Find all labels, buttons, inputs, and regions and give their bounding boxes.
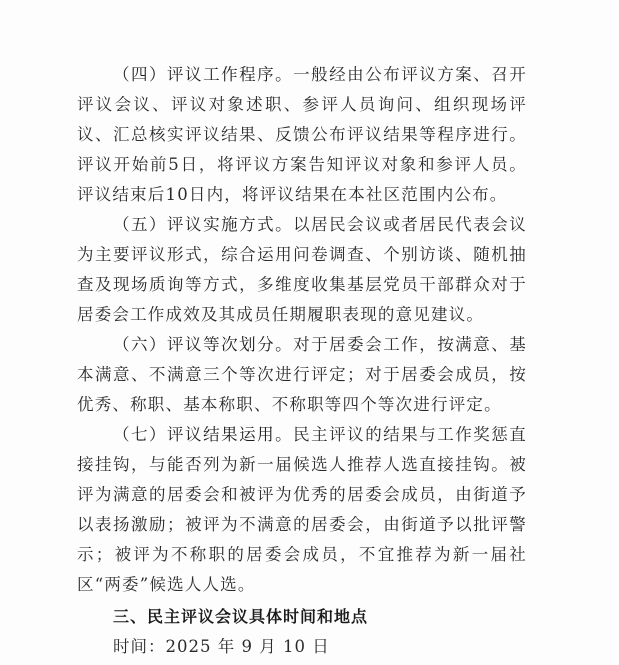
paragraph-review-method (77, 210, 527, 330)
paragraph-lead: （七）评议结果运用。 (113, 425, 294, 444)
paragraph-lead: （五）评议实施方式。 (113, 215, 294, 234)
paragraph-text: 一般经由公布评议方案、召开评议会议、评议对象述职、参评人员询问、组织现场评议、汇总核实评议结果、反馈公布评议结果等程序进行。评议开始前5日，将评议方案告知评议对象和参评人员。评议结束后10日内，将评议结果在本社区范围内公布。 (77, 65, 527, 204)
paragraph-text: 对于居委会工作，按满意、基本满意、不满意三个等次进行评定；对于居委会成员，按优秀、称职、基本称职、不称职等四个等次进行评定。 (77, 335, 527, 414)
paragraph-text: 民主评议的结果与工作奖惩直接挂钩，与能否列为新一届候选人推荐人选直接挂钩。被评为满意的居委会和被评为优秀的居委会成员，由街道予以表扬激励；被评为不满意的居委会，由街道予以批评警示；被评为不称职的居委会成员，不宜推荐为新一届社区“两委”候选人人选。 (77, 425, 527, 594)
paragraph-lead: （六）评议等次划分。 (113, 335, 294, 354)
section-heading: 三、民主评议会议具体时间和地点 (113, 607, 369, 626)
document-body (77, 60, 527, 662)
meeting-time: 时间：2025 年 9 月 10 日 (113, 637, 330, 656)
paragraph-text: 以居民会议或者居民代表会议为主要评议形式，综合运用问卷调查、个别访谈、随机抽查及现场质询等方式，多维度收集基层党员干部群众对于居委会工作成效及其成员任期履职表现的意见建议。 (77, 215, 527, 324)
paragraph-review-results (77, 420, 527, 600)
paragraph-lead: （四）评议工作程序。 (113, 65, 294, 84)
paragraph-review-grades (77, 330, 527, 420)
paragraph-review-procedure (77, 60, 527, 210)
